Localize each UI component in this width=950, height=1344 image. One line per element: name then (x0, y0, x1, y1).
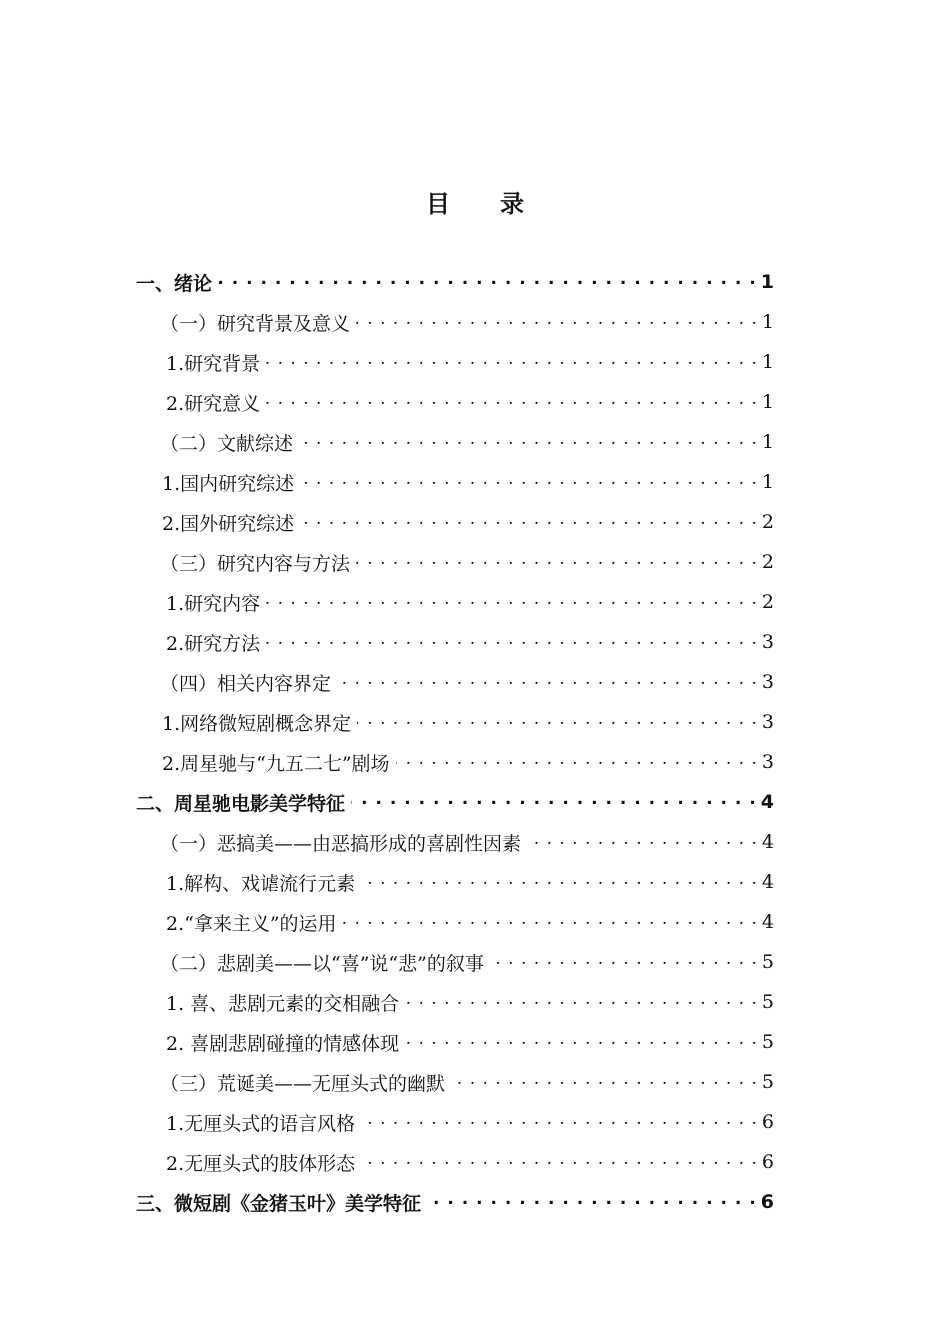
toc-entry-page-number: 3 (761, 711, 774, 733)
toc-leader-dots (396, 752, 758, 772)
toc-entry-label: （四）相关内容界定 (160, 672, 332, 695)
toc-entry-page-number: 6 (761, 1111, 774, 1133)
toc-entry[interactable] (136, 1022, 774, 1062)
toc-leader-dots (361, 1112, 758, 1132)
toc-leader-dots (490, 952, 758, 972)
toc-entry-label: （一）恶搞美——由恶搞形成的喜剧性因素 (160, 832, 522, 855)
toc-entry[interactable] (136, 822, 774, 862)
toc-entry[interactable] (136, 662, 774, 702)
toc-leader-dots (266, 632, 758, 652)
toc-leader-dots (299, 432, 758, 452)
toc-entry-page-number: 6 (761, 1151, 774, 1173)
toc-entry-page-number: 2 (761, 511, 774, 533)
toc-leader-dots (266, 352, 758, 372)
toc-entry-page-number: 5 (761, 991, 774, 1013)
toc-entry-label: 1.研究内容 (166, 592, 261, 615)
toc-entry[interactable] (136, 862, 774, 902)
title-char-2: 录 (500, 190, 524, 218)
toc-entry-label: 一、绪论 (136, 272, 213, 295)
toc-entry-page-number: 1 (761, 431, 774, 453)
toc-leader-dots (527, 832, 758, 852)
toc-entry-page-number: 3 (761, 671, 774, 693)
toc-entry[interactable] (136, 942, 774, 982)
toc-entry[interactable] (136, 622, 774, 662)
toc-entry-label: 2.无厘头式的肢体形态 (166, 1152, 356, 1175)
toc-entry-page-number: 1 (760, 271, 774, 293)
toc-leader-dots (356, 312, 758, 332)
toc-entry-page-number: 4 (760, 791, 774, 813)
toc-entry-label: 2.“拿来主义”的运用 (166, 912, 337, 935)
toc-leader-dots (361, 1152, 758, 1172)
toc-leader-dots (218, 272, 757, 292)
page-title (0, 184, 950, 219)
toc-entry-page-number: 5 (761, 1071, 774, 1093)
toc-entry[interactable] (136, 702, 774, 742)
toc-leader-dots (427, 1192, 757, 1212)
toc-entry[interactable] (136, 1142, 774, 1182)
toc-leader-dots (357, 712, 758, 732)
toc-entry[interactable] (136, 902, 774, 942)
toc-leader-dots (451, 1072, 758, 1092)
toc-entry-label: 2.研究方法 (166, 632, 261, 655)
toc-leader-dots (343, 912, 758, 932)
toc-entry-page-number: 1 (761, 471, 774, 493)
toc-entry[interactable] (136, 382, 774, 422)
toc-entry-page-number: 4 (761, 911, 774, 933)
toc-entry-page-number: 1 (761, 351, 774, 373)
toc-leader-dots (351, 792, 757, 812)
toc-leader-dots (356, 552, 758, 572)
toc-entry[interactable] (136, 742, 774, 782)
toc-entry[interactable] (136, 582, 774, 622)
toc-entry[interactable] (136, 782, 774, 822)
toc-entry-label: 1.无厘头式的语言风格 (166, 1112, 356, 1135)
toc-entry-page-number: 1 (761, 311, 774, 333)
toc-entry-label: 1. 喜、悲剧元素的交相融合 (166, 992, 400, 1015)
toc-entry-label: （一）研究背景及意义 (160, 312, 351, 335)
toc-entry-label: 1.国内研究综述 (162, 472, 295, 495)
toc-entry-page-number: 4 (761, 871, 774, 893)
toc-entry-label: （二）文献综述 (160, 432, 294, 455)
toc-entry-page-number: 2 (761, 591, 774, 613)
toc-entry-page-number: 3 (761, 631, 774, 653)
toc-entry-label: 2.国外研究综述 (162, 512, 295, 535)
toc-leader-dots (266, 592, 758, 612)
toc-leader-dots (361, 872, 758, 892)
toc-entry-page-number: 3 (761, 751, 774, 773)
toc-entry-page-number: 5 (761, 951, 774, 973)
toc-entry[interactable] (136, 502, 774, 542)
toc-entry[interactable] (136, 1062, 774, 1102)
toc-entry-label: （三）研究内容与方法 (160, 552, 351, 575)
toc-entry-label: 2.周星驰与“九五二七”剧场 (162, 752, 390, 775)
toc-entry-page-number: 2 (761, 551, 774, 573)
toc-entry-label: 三、微短剧《金猪玉叶》美学特征 (136, 1192, 422, 1215)
toc-entry[interactable] (136, 982, 774, 1022)
toc-entry[interactable] (136, 1182, 774, 1222)
title-char-1: 目 (426, 190, 450, 218)
toc-entry-label: 1.网络微短剧概念界定 (162, 712, 352, 735)
toc-entry-page-number: 1 (761, 391, 774, 413)
toc-leader-dots (337, 672, 758, 692)
toc-entry-label: （三）荒诞美——无厘头式的幽默 (160, 1072, 446, 1095)
toc-entry[interactable] (136, 262, 774, 302)
toc-entry-label: 1.研究背景 (166, 352, 261, 375)
toc-leader-dots (300, 472, 758, 492)
toc-entry-label: 二、周星驰电影美学特征 (136, 792, 346, 815)
toc-leader-dots (405, 992, 758, 1012)
toc-entry-page-number: 4 (761, 831, 774, 853)
toc-entry-label: 2. 喜剧悲剧碰撞的情感体现 (166, 1032, 400, 1055)
toc-entry[interactable] (136, 422, 774, 462)
toc-entry-label: （二）悲剧美——以“喜”说“悲”的叙事 (160, 952, 484, 975)
toc-entry-page-number: 5 (761, 1031, 774, 1053)
toc-entry[interactable] (136, 342, 774, 382)
toc-entry[interactable] (136, 302, 774, 342)
toc-entry-label: 2.研究意义 (166, 392, 261, 415)
toc-leader-dots (300, 512, 758, 532)
toc-entry-page-number: 6 (760, 1191, 774, 1213)
toc-entry[interactable] (136, 542, 774, 582)
toc-leader-dots (405, 1032, 758, 1052)
toc-leader-dots (266, 392, 758, 412)
toc-entry[interactable] (136, 1102, 774, 1142)
toc-entry-label: 1.解构、戏谑流行元素 (166, 872, 356, 895)
table-of-contents (136, 262, 774, 1222)
toc-entry[interactable] (136, 462, 774, 502)
